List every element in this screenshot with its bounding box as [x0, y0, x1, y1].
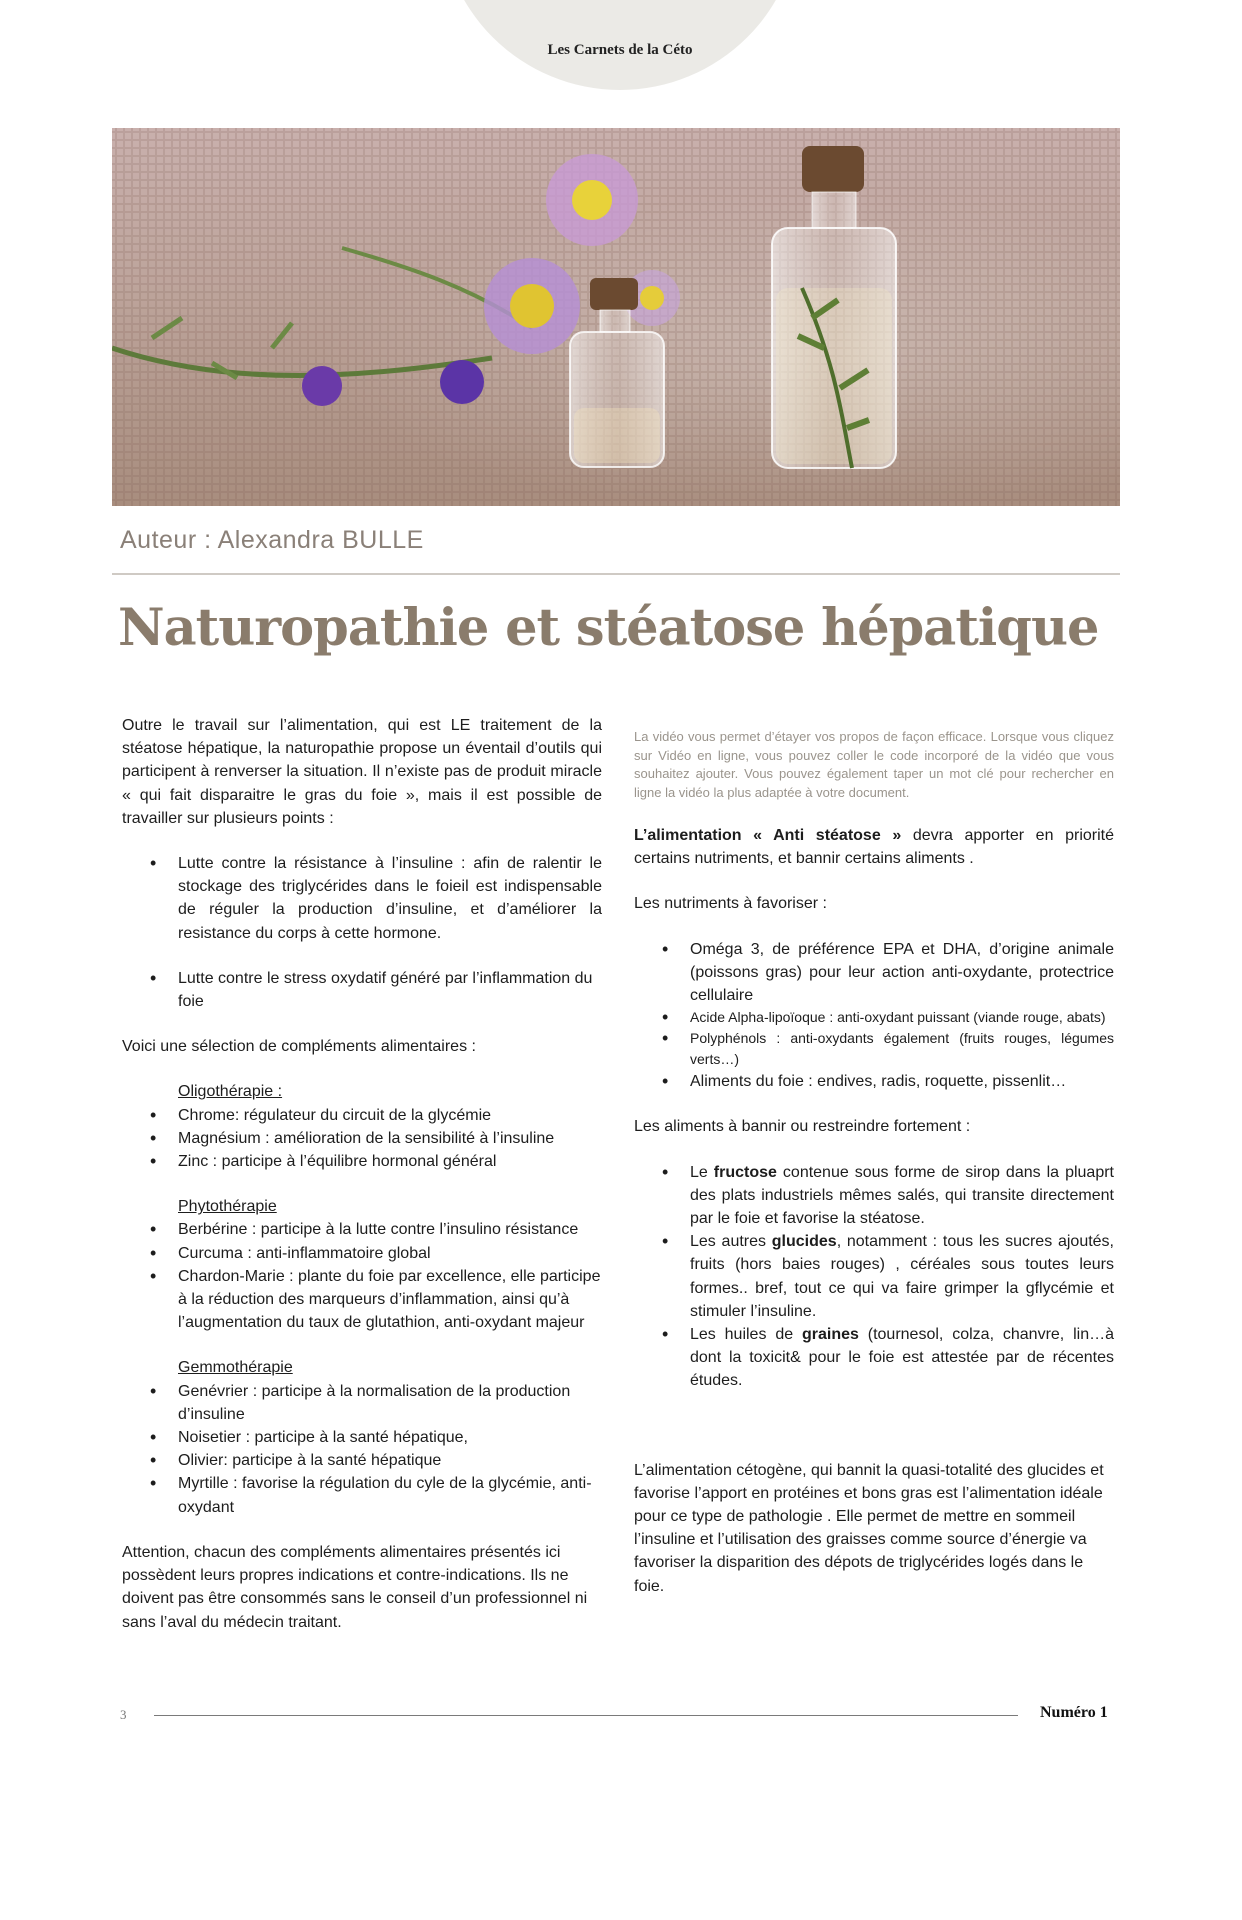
warning-paragraph: Attention, chacun des compléments alimentaires présentés ici possèdent leurs propres indications et contre-indications. Ils ne doivent pas être consommés sans le conseil d’un professionnel ni sans l’aval du médecin traitant.	[122, 1543, 588, 1631]
ban-list	[634, 1161, 1114, 1393]
list-item: • Chardon-Marie : plante du foie par excellence, elle participe à la réduction des marqueurs d’inflammation, ainsi qu’à l’augmentation du taux de glutathion, anti-oxydant majeur	[178, 1265, 602, 1335]
favor-list	[634, 938, 1114, 1008]
footer-divider	[154, 1715, 1018, 1716]
list-item: • Genévrier : participe à la normalisation de la production d’insuline	[178, 1380, 602, 1426]
list-item: • Lutte contre le stress oxydatif généré par l’inflammation du foie	[178, 967, 602, 1013]
favor-heading: Les nutriments à favoriser :	[634, 895, 827, 913]
phytotherapy-heading: Phytothérapie	[178, 1198, 277, 1216]
issue-number: Numéro 1	[1040, 1704, 1108, 1721]
right-column	[634, 728, 1114, 1598]
phytotherapy-list	[122, 1218, 602, 1334]
oligotherapy-heading: Oligothérapie :	[178, 1083, 283, 1101]
list-item: • Les autres glucides, notamment : tous les sucres ajoutés, fruits (hors baies rouges) , céréales sous toutes leurs formes.. bref, tout ce qui va faire grimper la gflycémie et stimuler l’insuline.	[690, 1230, 1114, 1323]
oligotherapy-list	[122, 1104, 602, 1174]
diet-rest: devra apporter en priorité certains nutriments, et bannir certains aliments .	[634, 827, 1114, 868]
list-item: • Myrtille : favorise la régulation du cyle de la glycémie, anti-oxydant	[178, 1472, 602, 1518]
list-item: • Polyphénols : anti-oxydants également (fruits rouges, légumes verts…)	[690, 1028, 1114, 1070]
list-item: • Le fructose contenue sous forme de sirop dans la pluaprt des plats industriels mêmes salés, qui transite directement par le foie et favorise la stéatose.	[690, 1161, 1114, 1231]
list-item: • Oméga 3, de préférence EPA et DHA, d’origine animale (poissons gras) pour leur action anti-oxydante, protectrice cellulaire	[690, 938, 1114, 1008]
intro-paragraph: Outre le travail sur l’alimentation, qui est LE traitement de la stéatose hépatique, la naturopathie propose un éventail d’outils qui participent à renverser la situation. Il n’existe pas de produit miracle « qui fait disparaitre le gras du foie », mais il est possible de travailler sur plusieurs points :	[122, 717, 602, 827]
action-points-list-2	[122, 967, 602, 1013]
diet-paragraph	[634, 824, 1114, 870]
action-points-list	[122, 852, 602, 945]
favor-list-small	[634, 1007, 1114, 1070]
list-item: • Chrome: régulateur du circuit de la glycémie	[178, 1104, 602, 1127]
conclusion-paragraph: L’alimentation cétogène, qui bannit la quasi-totalité des glucides et favorise l’apport en protéines et bons gras est l’alimentation idéale pour ce type de pathologie . Elle permet de mettre en sommeil l’insuline et l’utilisation des graisses comme source d’énergie va favoriser la disparition des dépots de triglycérides logés dans le foie.	[634, 1461, 1104, 1595]
gemmotherapy-heading: Gemmothérapie	[178, 1359, 293, 1377]
diet-bold: L’alimentation « Anti stéatose »	[634, 827, 902, 844]
author-line: Auteur : Alexandra BULLE	[120, 526, 424, 554]
list-item: • Les huiles de graines (tournesol, colza, chanvre, lin…à dont la toxicit& pour le foie est attestée par de récentes études.	[690, 1323, 1114, 1393]
hero-photo	[112, 128, 1120, 506]
selection-intro: Voici une sélection de compléments alimentaires :	[122, 1038, 476, 1056]
bottles-flowers-illustration	[112, 128, 1120, 506]
list-item: • Olivier: participe à la santé hépatique	[178, 1449, 602, 1472]
left-column	[122, 714, 602, 1634]
page-number: 3	[120, 1707, 127, 1722]
list-item: • Aliments du foie : endives, radis, roquette, pissenlit…	[690, 1070, 1114, 1093]
ban-heading: Les aliments à bannir ou restreindre fortement :	[634, 1118, 971, 1136]
article-title: Naturopathie et stéatose hépatique	[118, 598, 1099, 658]
list-item: • Acide Alpha-lipoïoque : anti-oxydant puissant (viande rouge, abats)	[690, 1007, 1114, 1028]
gemmotherapy-list	[122, 1380, 602, 1519]
video-caption: La vidéo vous permet d’étayer vos propos de façon efficace. Lorsque vous cliquez sur Vidéo en ligne, vous pouvez coller le code incorporé de la vidéo que vous souhaitez ajouter. Vous pouvez également taper un mot clé pour rechercher en ligne la vidéo la plus adaptée à votre document.	[634, 729, 1114, 800]
publication-title: Les Carnets de la Céto	[547, 42, 693, 58]
author-divider	[112, 573, 1120, 575]
list-item: • Zinc : participe à l’équilibre hormonal général	[178, 1150, 602, 1173]
favor-list-end	[634, 1070, 1114, 1093]
list-item: • Lutte contre la résistance à l’insuline : afin de ralentir le stockage des triglycérides dans le foieil est indispensable de réguler la production d’insuline, et d’améliorer la resistance du corps à cette hormone.	[178, 852, 602, 945]
list-item: • Noisetier : participe à la santé hépatique,	[178, 1426, 602, 1449]
list-item: • Curcuma : anti-inflammatoire global	[178, 1242, 602, 1265]
list-item: • Magnésium : amélioration de la sensibilité à l’insuline	[178, 1127, 602, 1150]
list-item: • Berbérine : participe à la lutte contre l’insulino résistance	[178, 1218, 602, 1241]
